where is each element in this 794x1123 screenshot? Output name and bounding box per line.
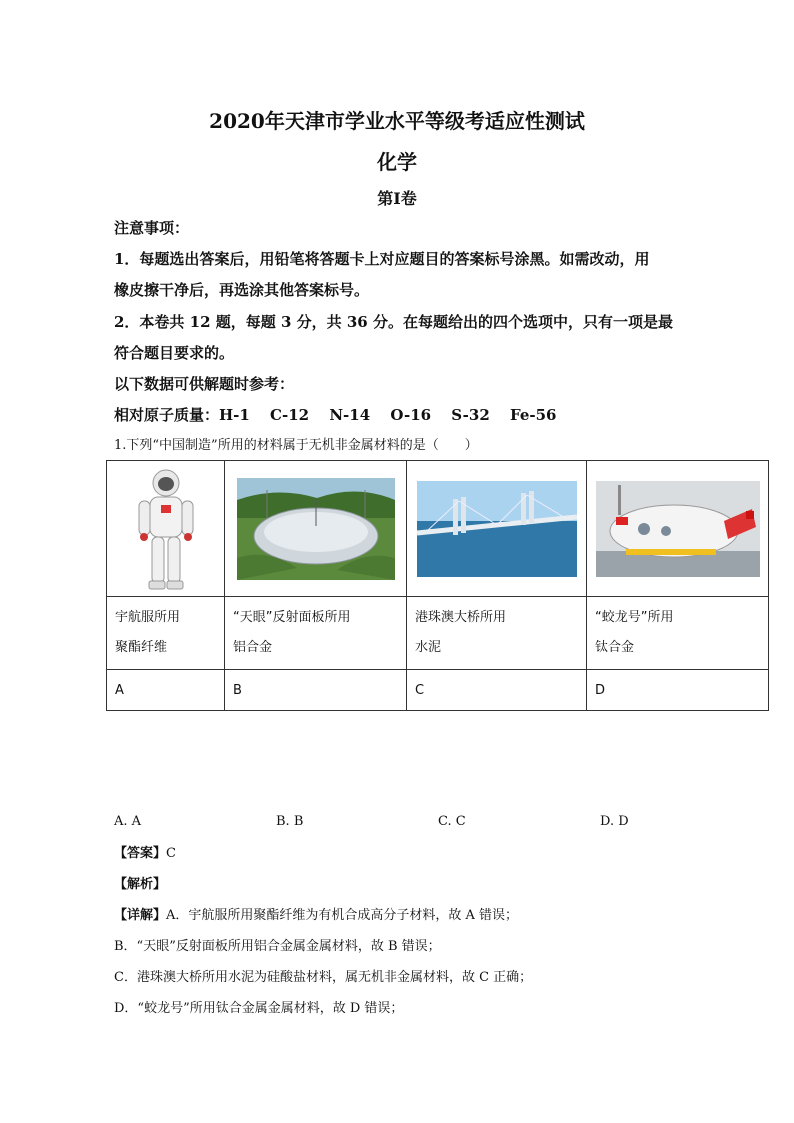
option-d-description: “蛟龙号”所用 钛合金: [587, 597, 769, 670]
option-c-description: 港珠澳大桥所用 水泥: [407, 597, 587, 670]
detail-line-a: 【详解】A．宇航服所用聚酯纤维为有机合成高分子材料，故 A 错误；: [114, 908, 519, 923]
analysis-tag: 【解析】: [114, 877, 167, 892]
atomic-mass-list: 相对原子质量：H-1 C-12 N-14 O-16 S-32 Fe-56: [114, 406, 557, 424]
option-a-letter: A: [107, 670, 225, 711]
notice-item2-line2: 符合题目要求的。: [114, 344, 235, 362]
notice-item2-line1: 2．本卷共 12 题，每题 3 分，共 36 分。在每题给出的四个选项中，只有一项是最: [114, 313, 673, 331]
astronaut-suit-image: [134, 467, 198, 591]
choice-d: D. D: [600, 814, 629, 829]
detail-tag: 【详解】: [114, 908, 167, 923]
bridge-image: [417, 481, 577, 577]
data-reference-note: 以下数据可供解题时参考：: [114, 375, 295, 393]
options-table: [106, 460, 769, 711]
option-a-description: 宇航服所用 聚酯纤维: [107, 597, 225, 670]
option-d-image-cell: [587, 461, 769, 597]
option-c-image-cell: [407, 461, 587, 597]
option-d-letter: D: [587, 670, 769, 711]
choice-a: A. A: [114, 814, 142, 829]
notice-item1-line2: 橡皮擦干净后，再选涂其他答案标号。: [114, 281, 370, 299]
answer-value: C: [166, 846, 176, 861]
notice-item1-line1: 1．每题选出答案后，用铅笔将答题卡上对应题目的答案标号涂黑。如需改动，用: [114, 250, 650, 268]
detail-line-c: C．港珠澳大桥所用水泥为硅酸盐材料，属无机非金属材料，故 C 正确；: [114, 970, 533, 985]
option-a-image-cell: [107, 461, 225, 597]
volume-label: 第I卷: [377, 189, 417, 208]
fast-telescope-image: [237, 478, 395, 580]
detail-line-b: B．“天眼”反射面板所用铝合金属金属材料，故 B 错误；: [114, 939, 441, 954]
option-b-letter: B: [225, 670, 407, 711]
option-b-description: “天眼”反射面板所用 铝合金: [225, 597, 407, 670]
choice-b: B. B: [276, 814, 304, 829]
submersible-image: [596, 481, 760, 577]
notice-heading: 注意事项：: [114, 219, 190, 237]
option-b-image-cell: [225, 461, 407, 597]
answer-line: [114, 845, 176, 863]
subject-title: 化学: [377, 150, 417, 174]
detail-line-d: D．“蛟龙号”所用钛合金属金属材料，故 D 错误；: [114, 1001, 404, 1016]
answer-tag: 【答案】: [114, 846, 167, 861]
option-c-letter: C: [407, 670, 587, 711]
question-stem: 1.下列“中国制造”所用的材料属于无机非金属材料的是（ ）: [114, 438, 478, 453]
choice-c: C. C: [438, 814, 466, 829]
exam-title: 2020年天津市学业水平等级考适应性测试: [209, 109, 585, 133]
